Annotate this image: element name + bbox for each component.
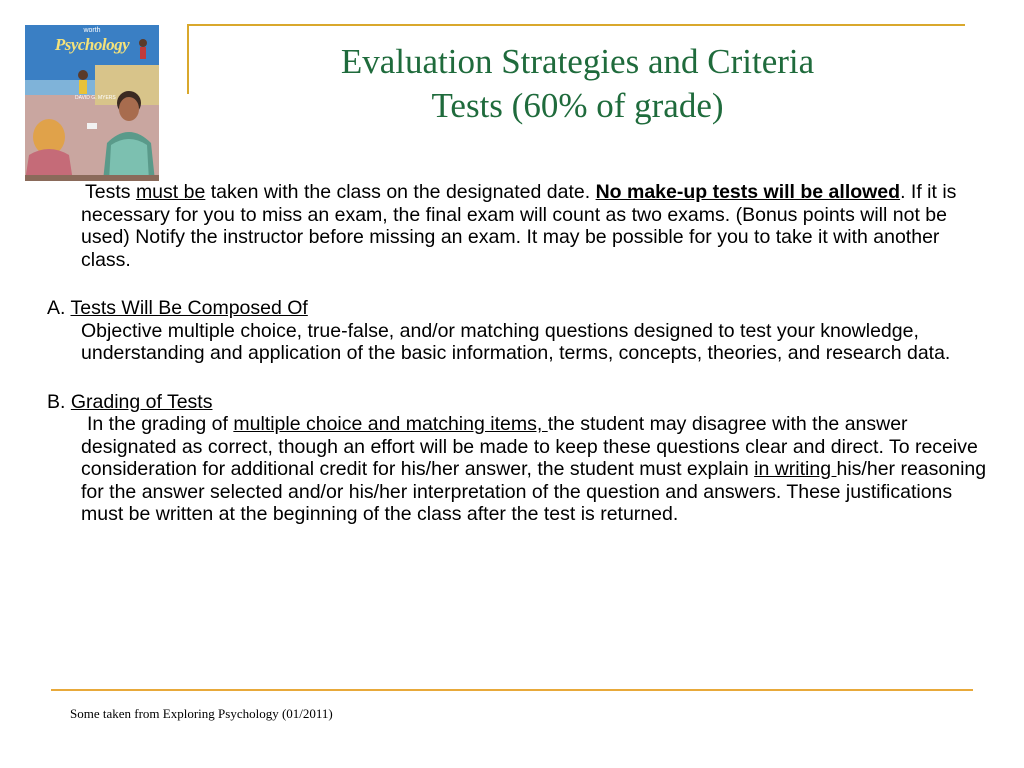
intro-text-5: . If it is necessary for you to miss an exam, the final exam will count as two exams. (Bonus points will not be used) Notify the instructor before missing an exam. It may be possible for you to take it with another class. bbox=[81, 181, 957, 271]
section-b-text-1: In the grading of bbox=[87, 413, 234, 435]
slide-title-line-2: Tests (60% of grade) bbox=[431, 86, 724, 125]
section-a-title: Tests Will Be Composed Of bbox=[70, 297, 308, 319]
intro-no-makeup: No make-up tests will be allowed bbox=[595, 181, 901, 203]
section-b-prefix: B. bbox=[47, 390, 71, 413]
textbook-cover-image bbox=[25, 25, 159, 181]
slide-title-line-1: Evaluation Strategies and Criteria bbox=[340, 42, 815, 81]
section-a-prefix: A. bbox=[47, 297, 71, 319]
section-a-text: Objective multiple choice, true-false, and/or matching questions designed to test your knowledge, understanding and application of the basic information, terms, concepts, theories, and research data. bbox=[81, 319, 951, 364]
section-b-in-writing: in writing bbox=[754, 458, 837, 480]
section-b-body bbox=[81, 413, 987, 526]
title-top-rule bbox=[187, 24, 965, 26]
section-a-body bbox=[81, 320, 987, 365]
intro-paragraph bbox=[81, 181, 987, 271]
title-vertical-rule bbox=[187, 24, 189, 94]
section-b-mc-items: multiple choice and matching items, bbox=[233, 413, 548, 435]
section-b-text-3: the student may disagree with the answer designated as correct, though an effort will be made to keep these questions clear and direct. To receive consideration for additional credit for his/her answer, the student must explain bbox=[81, 413, 978, 480]
intro-must-be: must be bbox=[135, 181, 206, 203]
intro-text-1: Tests bbox=[85, 181, 136, 203]
section-b-text-5: his/her reasoning for the answer selected and/or his/her interpretation of the question and answers. These justifications must be written at the beginning of the class after the test is returned. bbox=[81, 458, 987, 525]
footer-rule bbox=[51, 689, 973, 691]
section-b-heading bbox=[47, 391, 987, 414]
cover-brand: worth bbox=[83, 27, 101, 34]
cover-author: DAVID G. MYERS bbox=[75, 95, 116, 101]
footer-note: Some taken from Exploring Psychology (01/2011) bbox=[70, 706, 333, 721]
intro-text-3: taken with the class on the designated date. bbox=[205, 181, 596, 203]
section-b-title: Grading of Tests bbox=[70, 390, 213, 413]
slide-title bbox=[190, 40, 965, 128]
section-a-heading bbox=[47, 297, 987, 320]
slide-body bbox=[47, 181, 987, 526]
cover-title: Psychology bbox=[54, 35, 130, 54]
